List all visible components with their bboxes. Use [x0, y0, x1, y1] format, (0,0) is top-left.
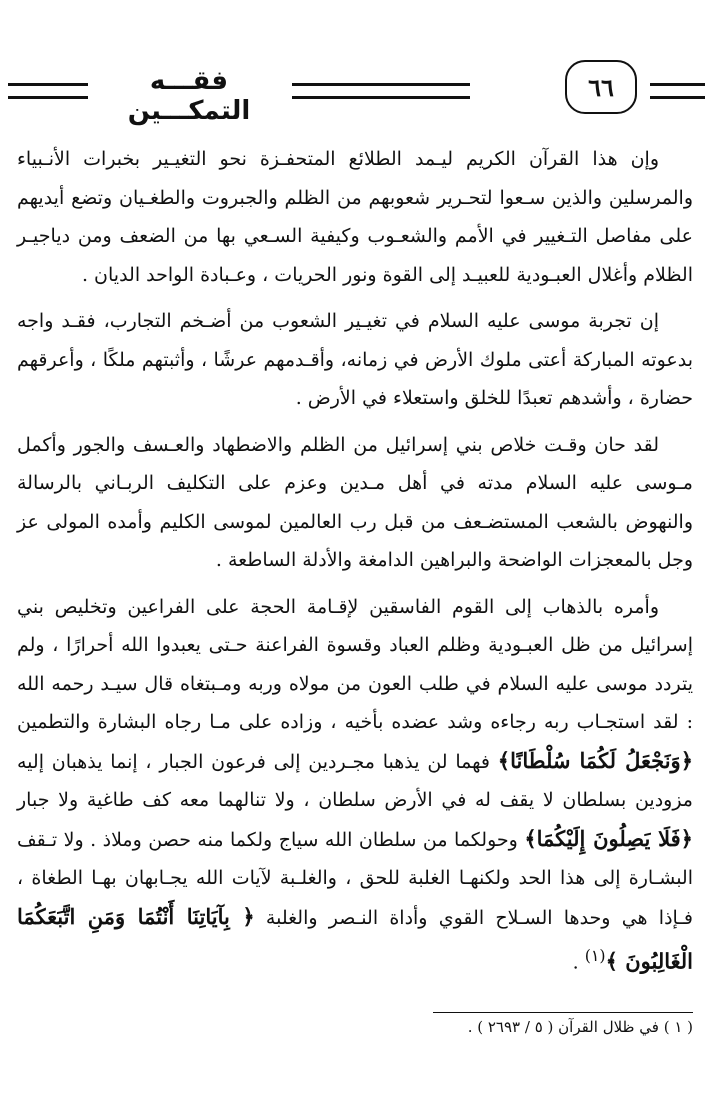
quran-verse-2: ﴿فَلَا يَصِلُونَ إِلَيْكُمَا﴾ — [524, 825, 693, 851]
paragraph-4-text-c: وحولكما من سلطان الله سياج ولكما منه حصن وملاذ . ولا تـقف البشـارة إلى هذا الحد ولكنهـا الغلبة للحق ، والغلـبة لآيات الله يجـابهان بهـا الطغاة ، فـإذا هي وحدها السـلاح القوي وأداة النـصر والغلبة — [17, 828, 693, 929]
page-body — [17, 140, 693, 982]
header-rule-middle — [292, 83, 470, 99]
paragraph-4-text-a: وأمره بالذهاب إلى القوم الفاسقين لإقـامة الحجة على الفراعين وتخليص بني إسرائيل من ظل العبـودية وظلم العباد وقسوة الفراعنة حـتى يعبدوا الله أحرارًا ، ولم يتردد موسى عليه السلام في طلب العون من مولاه وربه ومـبتغاه قال سيـد رحمه الله : لقد استجـاب ربه رجاءه وشد عضده بأخيه ، وزاده على مـا رجاه البشارة والتطمين — [17, 595, 693, 733]
paragraph-2: إن تجربة موسى عليه السلام في تغيـير الشعوب من أضـخم التجارب، فقـد واجه بدعوته المباركة أعتى ملوك الأرض في زمانه، وأقـدمهم عرشًا ، وأثبتهم ملكًا ، وأعرقهم حضارة ، وأشدهم تعبدًا للخلق واستعلاء في الأرض . — [17, 310, 693, 409]
footnote-ref: (١) — [584, 946, 606, 965]
footnote: ( ١ ) في ظلال القرآن ( ٥ / ٢٦٩٣ ) . — [467, 1018, 693, 1036]
page-header — [0, 58, 713, 124]
footnote-rule — [433, 1012, 693, 1013]
paragraph-3: لقد حان وقـت خلاص بني إسرائيل من الظلم والاضطهاد والعـسف والجور وأكمل مـوسى عليه السلام مدته في أهل مـدين وعزم على التكليف الربـاني بالرسالة والنهوض بالشعب المستضـعف من قبل رب العالمين لموسى الكليم وأمده المولى عز وجل بالمعجزات الواضحة والبراهين الدامغة والأدلة الساطعة . — [17, 433, 693, 571]
quran-verse-3: ﴿ بِآيَاتِنَا أَنْتُمَا وَمَنِ اتَّبَعَكُمَا الْغَالِبُونَ ﴾ — [17, 903, 693, 974]
paragraph-1: وإن هذا القرآن الكريم ليـمد الطلائع المتحفـزة نحو التغيـير بخبرات الأنـبياء والمرسلين والذين سـعوا لتحـرير شعوبهم من الظلم والجبروت والطغـيان وتضع أيديهم على مفاصل التـغيير في الأمم والشعـوب وكيفية السـعي بها من الضعف ومن دياجيـر الظلام وأغلال العبـودية للعبيـد إلى القوة ونور الحريات ، وعـبادة الواحد الديان . — [17, 148, 693, 286]
running-title: فقـــه التمكـــين — [127, 66, 251, 126]
quran-verse-1: ﴿وَنَجْعَلُ لَكُمَا سُلْطَانًا﴾ — [497, 747, 693, 773]
paragraph-4-end: . — [572, 951, 585, 974]
page-number: ٦٦ — [565, 60, 637, 114]
paragraph-4-text-b: فهما لن يذهبا مجـردين إلى فرعون الجبار ، إنما يذهبان إليه مزودين بسلطان لا يقف له في الأرض سلطان ، ولا تنالهما معه كف طاغية ولا جبار — [17, 750, 693, 811]
header-rule-right — [650, 83, 705, 99]
paragraph-4 — [17, 588, 693, 982]
header-rule-left — [8, 83, 88, 99]
